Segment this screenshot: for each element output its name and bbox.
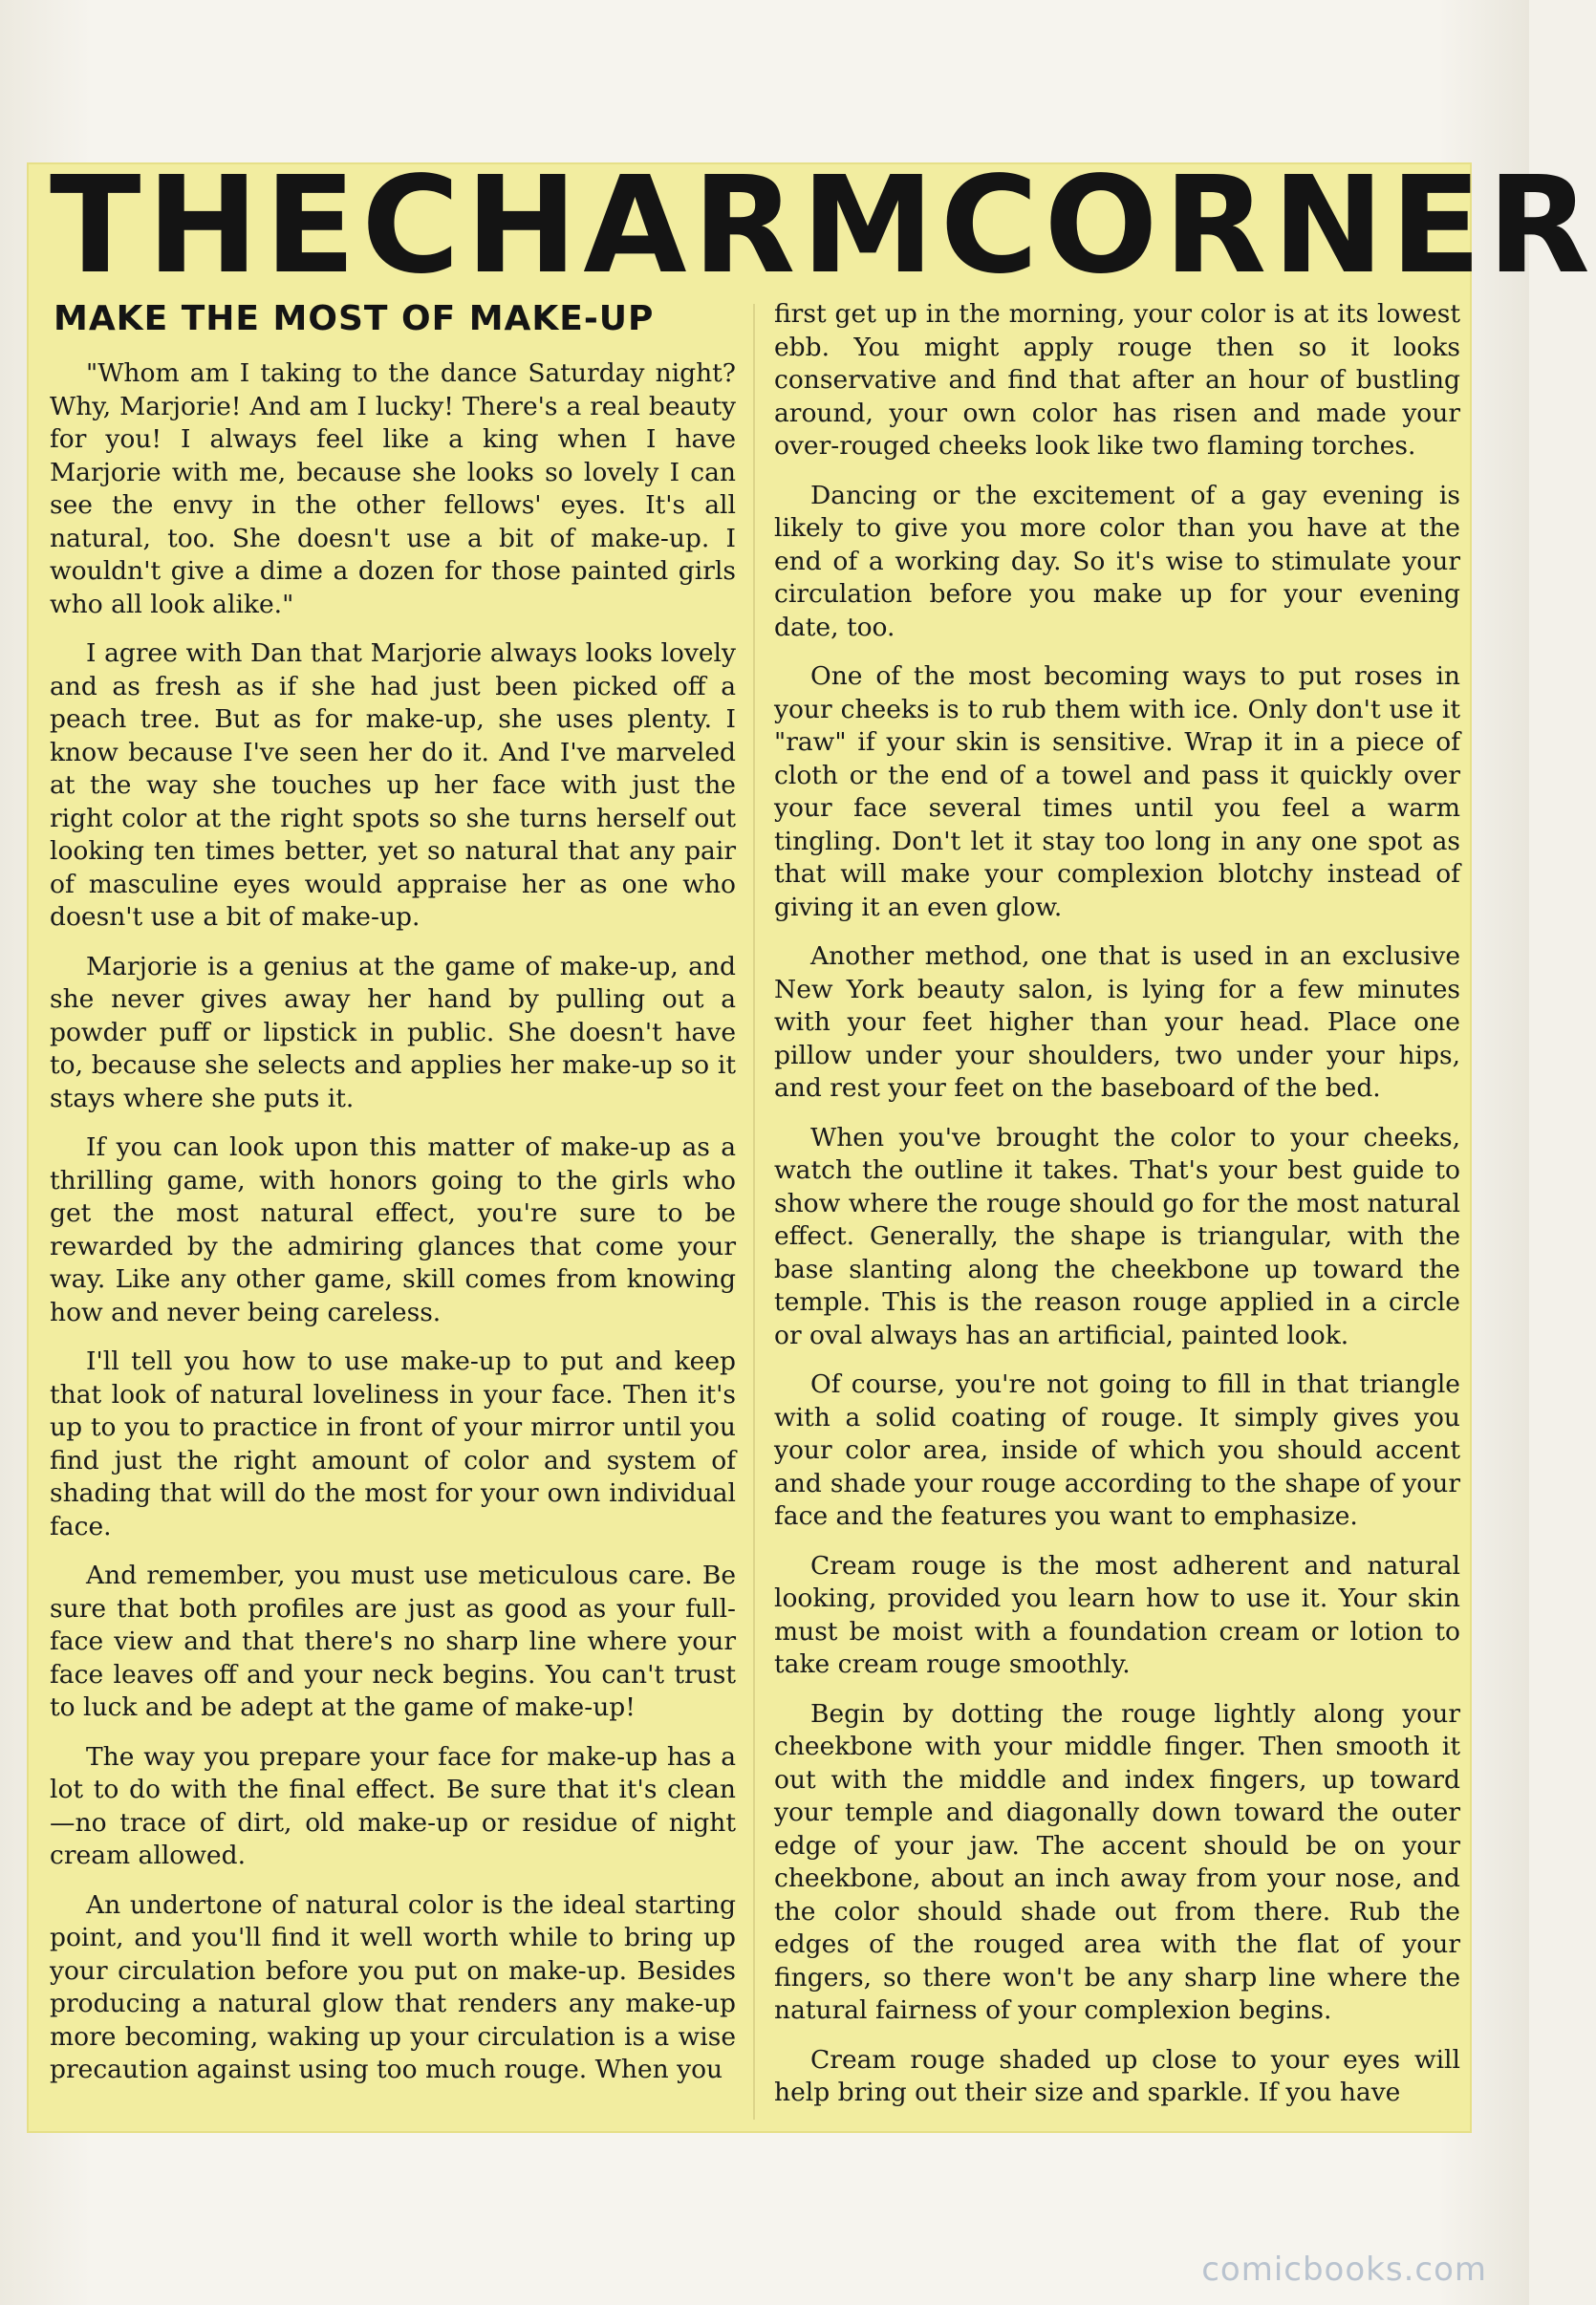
paragraph: Cream rouge is the most adherent and natural looking, provided you learn how to use it. Your skin must be moist with a foundation cream or lotion to take cream rouge smoothly. <box>774 1550 1460 1679</box>
title-word-3: CORNER <box>939 148 1596 304</box>
paragraph: One of the most becoming ways to put roses in your cheeks is to rub them with ice. Only don't use it "raw" if your skin is sensitive. Wrap it in a piece of cloth or the end of a towel and pass it quickly over your face several times until you feel a warm tingling. Don't let it stay too long in any one spot as that will make your complexion blotchy instead of giving it an even glow. <box>774 661 1460 922</box>
paragraph: The way you prepare your face for make-up has a lot to do with the final effect. Be sure that it's clean—no trace of dirt, old make-up or residue of night cream allowed. <box>50 1741 736 1870</box>
paragraph: Of course, you're not going to fill in that triangle with a solid coating of rouge. It simply gives you your color area, inside of which you should accent and shade your rouge according to the shape of your face and the features you want to emphasize. <box>774 1369 1460 1531</box>
paragraph: I'll tell you how to use make-up to put and keep that look of natural loveliness in your face. Then it's up to you to practice in front of your mirror until you find just the right amount of color and system of shading that will do the most for your own individual face. <box>50 1346 736 1541</box>
title-word-2: CHARM <box>361 148 940 304</box>
paragraph: An undertone of natural color is the ideal starting point, and you'll find it well worth while to bring up your circulation before you put on make-up. Besides producing a natural glow that renders any make-up more becoming, waking up your circulation is a wise precaution against using too much rouge. When you <box>50 1889 736 2084</box>
left-column <box>50 298 736 2103</box>
paragraph: Another method, one that is used in an exclusive New York beauty salon, is lying for a few minutes with your feet higher than your head. Place one pillow under your shoulders, two under your hips, and rest your feet on the baseboard of the bed. <box>774 941 1460 1103</box>
paragraph: Begin by dotting the rouge lightly along your cheekbone with your middle finger. Then smooth it out with the middle and index fingers, up toward your temple and diagonally down toward the outer edge of your jaw. The accent should be on your cheekbone, about an inch away from your nose, and the color should shade out from there. Rub the edges of the rouged area with the flat of your fingers, so there won't be any sharp line where the natural fairness of your complexion begins. <box>774 1698 1460 2025</box>
page-title <box>50 148 1596 304</box>
column-divider <box>753 304 755 2120</box>
title-word-1: THE <box>50 148 362 304</box>
paragraph: "Whom am I taking to the dance Saturday night? Why, Marjorie! And am I lucky! There's a real beauty for you! I always feel like a king when I have Marjorie with me, because she looks so lovely I can see the envy in the other fellows' eyes. It's all natural, too. She doesn't use a bit of make-up. I wouldn't give a dime a dozen for those painted girls who all look alike." <box>50 358 736 619</box>
paragraph: Dancing or the excitement of a gay evening is likely to give you more color than you have at the end of a working day. So it's wise to stimulate your circulation before you make up for your evening date, too. <box>774 480 1460 642</box>
paragraph-continued: first get up in the morning, your color is at its lowest ebb. You might apply rouge then so it looks conservative and find that after an hour of bustling around, your own color has risen and made your over-rouged cheeks look like two flaming torches. <box>774 299 1460 461</box>
paragraph: Marjorie is a genius at the game of make-up, and she never gives away her hand by pulling out a powder puff or lipstick in public. She doesn't have to, because she selects and applies her make-up so it stays where she puts it. <box>50 951 736 1113</box>
paragraph: And remember, you must use meticulous care. Be sure that both profiles are just as good as your full-face view and that there's no sharp line where your face leaves off and your neck begins. You can't trust to luck and be adept at the game of make-up! <box>50 1561 736 1722</box>
section-heading: MAKE THE MOST OF MAKE-UP <box>54 299 655 338</box>
paragraph: When you've brought the color to your cheeks, watch the outline it takes. That's your best guide to show where the rouge should go for the most natural effect. Generally, the shape is triangular, with the base slanting along the cheekbone up toward the temple. This is the reason rouge applied in a circle or oval always has an artificial, painted look. <box>774 1122 1460 1350</box>
paragraph: Cream rouge shaded up close to your eyes will help bring out their size and sparkle. If you have <box>774 2044 1460 2107</box>
right-column <box>774 298 1460 2126</box>
watermark: comicbooks.com <box>1201 2251 1487 2289</box>
paragraph: I agree with Dan that Marjorie always looks lovely and as fresh as if she had just been picked off a peach tree. But as for make-up, she uses plenty. I know because I've seen her do it. And I've marveled at the way she touches up her face with just the right color at the right spots so she turns herself out looking ten times better, yet so natural that any pair of masculine eyes would appraise her as one who doesn't use a bit of make-up. <box>50 638 736 932</box>
paragraph: If you can look upon this matter of make-up as a thrilling game, with honors going to the girls who get the most natural effect, you're sure to be rewarded by the admiring glances that come your way. Like any other game, skill comes from knowing how and never being careless. <box>50 1132 736 1327</box>
